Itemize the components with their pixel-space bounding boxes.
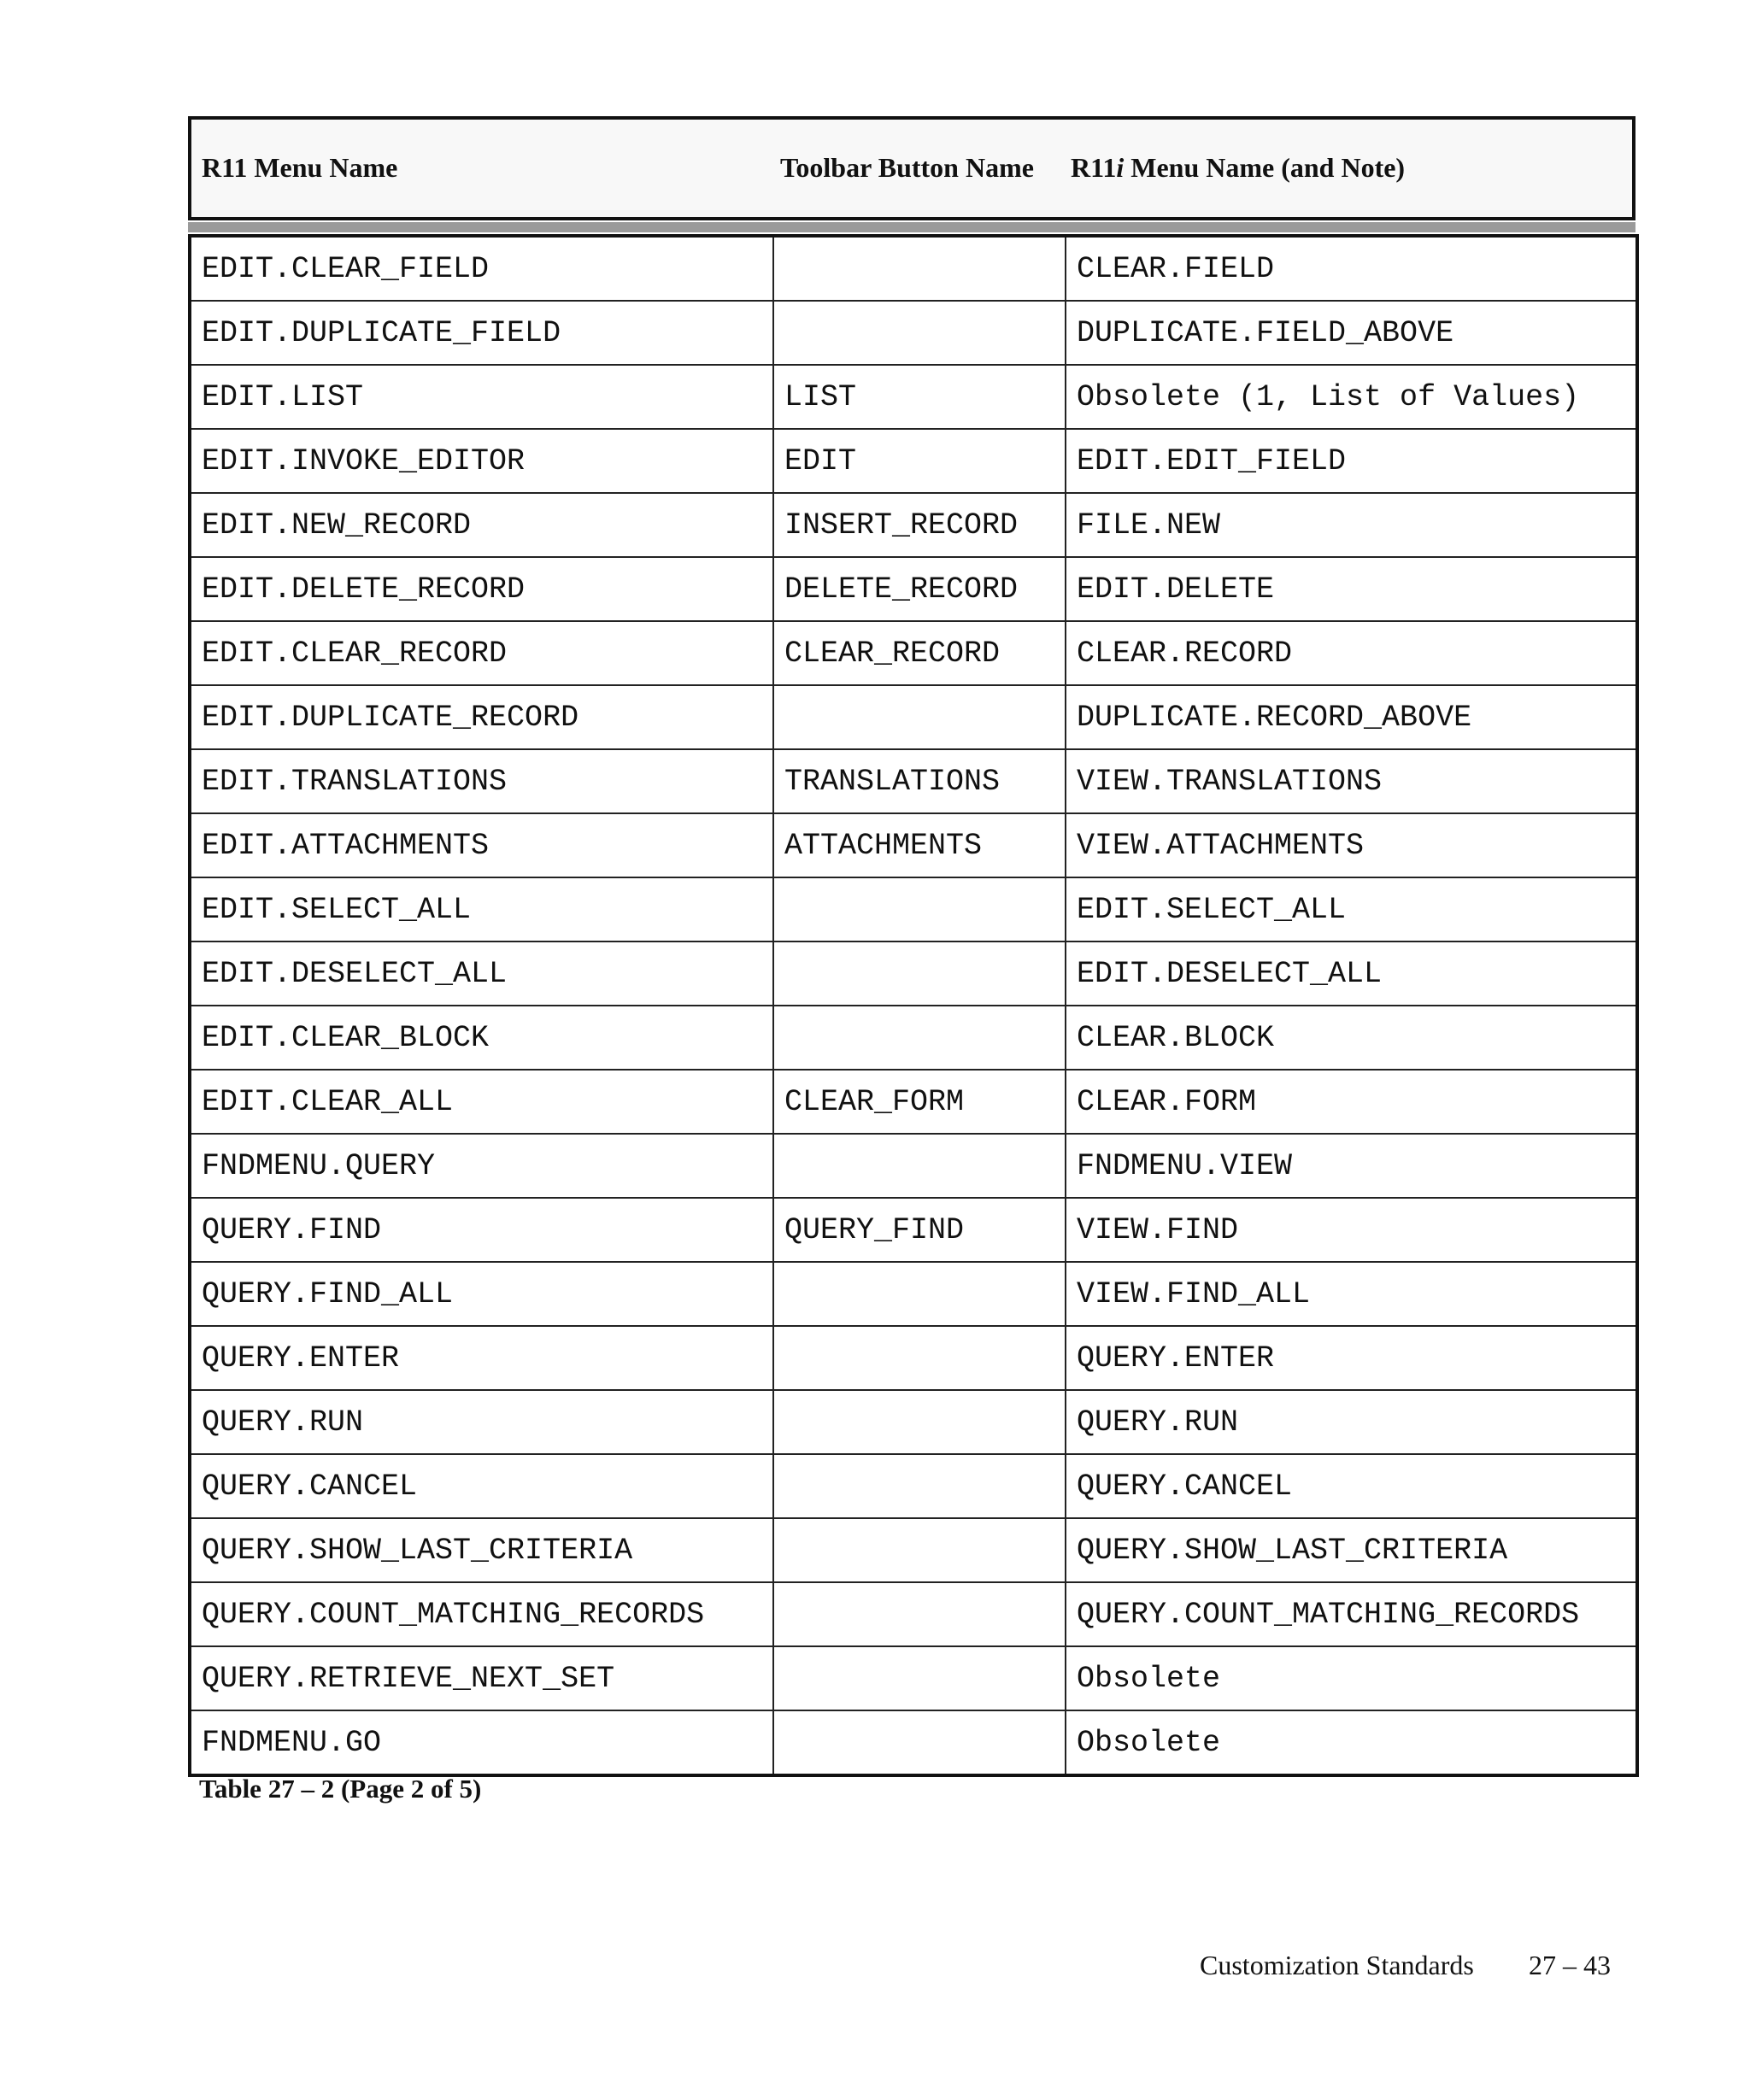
table-header: [188, 116, 1635, 220]
cell-toolbar-button-name: QUERY_FIND: [773, 1198, 1066, 1262]
table-row: [190, 1518, 1637, 1582]
table-row: [190, 621, 1637, 685]
cell-toolbar-button-name: CLEAR_FORM: [773, 1070, 1066, 1134]
cell-r11i-menu-name: Obsolete: [1066, 1646, 1637, 1710]
cell-toolbar-button-name: [773, 685, 1066, 749]
table-row: [190, 1326, 1637, 1390]
cell-toolbar-button-name: [773, 1454, 1066, 1518]
table-row: [190, 301, 1637, 365]
cell-r11-menu-name: EDIT.SELECT_ALL: [190, 877, 773, 941]
cell-r11-menu-name: EDIT.DUPLICATE_RECORD: [190, 685, 773, 749]
table-row: [190, 1198, 1637, 1262]
header-toolbar-button-name: Toolbar Button Name: [780, 152, 1034, 183]
cell-r11i-menu-name: QUERY.RUN: [1066, 1390, 1637, 1454]
table-row: [190, 1134, 1637, 1198]
cell-toolbar-button-name: [773, 1582, 1066, 1646]
cell-r11-menu-name: EDIT.DUPLICATE_FIELD: [190, 301, 773, 365]
cell-r11i-menu-name: CLEAR.BLOCK: [1066, 1006, 1637, 1070]
table-row: [190, 749, 1637, 813]
table-row: [190, 236, 1637, 301]
cell-r11-menu-name: EDIT.DESELECT_ALL: [190, 941, 773, 1006]
cell-toolbar-button-name: [773, 236, 1066, 301]
cell-r11-menu-name: EDIT.TRANSLATIONS: [190, 749, 773, 813]
table-row: [190, 1262, 1637, 1326]
cell-r11i-menu-name: QUERY.SHOW_LAST_CRITERIA: [1066, 1518, 1637, 1582]
cell-r11i-menu-name: QUERY.COUNT_MATCHING_RECORDS: [1066, 1582, 1637, 1646]
cell-toolbar-button-name: [773, 941, 1066, 1006]
cell-toolbar-button-name: LIST: [773, 365, 1066, 429]
cell-r11-menu-name: EDIT.ATTACHMENTS: [190, 813, 773, 877]
cell-r11-menu-name: QUERY.RUN: [190, 1390, 773, 1454]
cell-toolbar-button-name: CLEAR_RECORD: [773, 621, 1066, 685]
cell-toolbar-button-name: [773, 1518, 1066, 1582]
cell-r11-menu-name: EDIT.NEW_RECORD: [190, 493, 773, 557]
cell-r11i-menu-name: CLEAR.FORM: [1066, 1070, 1637, 1134]
cell-r11i-menu-name: QUERY.CANCEL: [1066, 1454, 1637, 1518]
table-row: [190, 429, 1637, 493]
cell-toolbar-button-name: [773, 1326, 1066, 1390]
cell-r11i-menu-name: Obsolete (1, List of Values): [1066, 365, 1637, 429]
cell-r11i-menu-name: FILE.NEW: [1066, 493, 1637, 557]
table-row: [190, 1646, 1637, 1710]
table-row: [190, 1582, 1637, 1646]
table-row: [190, 941, 1637, 1006]
cell-r11i-menu-name: DUPLICATE.FIELD_ABOVE: [1066, 301, 1637, 365]
cell-toolbar-button-name: DELETE_RECORD: [773, 557, 1066, 621]
cell-r11-menu-name: EDIT.CLEAR_BLOCK: [190, 1006, 773, 1070]
cell-r11i-menu-name: VIEW.FIND: [1066, 1198, 1637, 1262]
cell-r11i-menu-name: VIEW.FIND_ALL: [1066, 1262, 1637, 1326]
table-row: [190, 365, 1637, 429]
table-row: [190, 1006, 1637, 1070]
cell-r11-menu-name: QUERY.FIND_ALL: [190, 1262, 773, 1326]
header-r11i-menu-name: R11i Menu Name (and Note): [1071, 152, 1406, 183]
table-row: [190, 493, 1637, 557]
cell-toolbar-button-name: [773, 1006, 1066, 1070]
cell-toolbar-button-name: [773, 1134, 1066, 1198]
cell-r11i-menu-name: QUERY.ENTER: [1066, 1326, 1637, 1390]
table-row: [190, 877, 1637, 941]
cell-r11-menu-name: EDIT.INVOKE_EDITOR: [190, 429, 773, 493]
cell-r11-menu-name: QUERY.COUNT_MATCHING_RECORDS: [190, 1582, 773, 1646]
table-row: [190, 685, 1637, 749]
cell-r11-menu-name: FNDMENU.GO: [190, 1710, 773, 1775]
cell-r11i-menu-name: FNDMENU.VIEW: [1066, 1134, 1637, 1198]
cell-toolbar-button-name: [773, 1262, 1066, 1326]
cell-toolbar-button-name: ATTACHMENTS: [773, 813, 1066, 877]
cell-r11i-menu-name: DUPLICATE.RECORD_ABOVE: [1066, 685, 1637, 749]
table-row: [190, 1454, 1637, 1518]
cell-r11i-menu-name: Obsolete: [1066, 1710, 1637, 1775]
cell-r11-menu-name: QUERY.CANCEL: [190, 1454, 773, 1518]
cell-toolbar-button-name: EDIT: [773, 429, 1066, 493]
cell-r11-menu-name: EDIT.CLEAR_ALL: [190, 1070, 773, 1134]
cell-r11i-menu-name: CLEAR.RECORD: [1066, 621, 1637, 685]
cell-toolbar-button-name: [773, 1646, 1066, 1710]
cell-r11i-menu-name: VIEW.ATTACHMENTS: [1066, 813, 1637, 877]
table-row: [190, 1710, 1637, 1775]
table-row: [190, 557, 1637, 621]
cell-r11-menu-name: QUERY.RETRIEVE_NEXT_SET: [190, 1646, 773, 1710]
cell-r11i-menu-name: EDIT.SELECT_ALL: [1066, 877, 1637, 941]
cell-r11i-menu-name: VIEW.TRANSLATIONS: [1066, 749, 1637, 813]
table-row: [190, 1070, 1637, 1134]
cell-toolbar-button-name: INSERT_RECORD: [773, 493, 1066, 557]
table-caption: Table 27 – 2 (Page 2 of 5): [199, 1774, 482, 1804]
header-r11-menu-name: R11 Menu Name: [202, 152, 398, 183]
cell-r11-menu-name: EDIT.CLEAR_FIELD: [190, 236, 773, 301]
cell-r11-menu-name: FNDMENU.QUERY: [190, 1134, 773, 1198]
cell-toolbar-button-name: [773, 877, 1066, 941]
cell-r11-menu-name: EDIT.CLEAR_RECORD: [190, 621, 773, 685]
table-row: [190, 1390, 1637, 1454]
cell-r11-menu-name: QUERY.SHOW_LAST_CRITERIA: [190, 1518, 773, 1582]
cell-toolbar-button-name: [773, 1710, 1066, 1775]
cell-r11-menu-name: QUERY.ENTER: [190, 1326, 773, 1390]
header-shadow-divider: [188, 222, 1635, 232]
cell-r11i-menu-name: EDIT.DESELECT_ALL: [1066, 941, 1637, 1006]
cell-r11-menu-name: QUERY.FIND: [190, 1198, 773, 1262]
menu-mapping-table: [188, 234, 1639, 1777]
cell-r11-menu-name: EDIT.LIST: [190, 365, 773, 429]
cell-toolbar-button-name: [773, 1390, 1066, 1454]
cell-r11i-menu-name: CLEAR.FIELD: [1066, 236, 1637, 301]
cell-r11i-menu-name: EDIT.DELETE: [1066, 557, 1637, 621]
cell-toolbar-button-name: TRANSLATIONS: [773, 749, 1066, 813]
cell-r11-menu-name: EDIT.DELETE_RECORD: [190, 557, 773, 621]
footer-section-title: Customization Standards: [1200, 1950, 1474, 1980]
table-row: [190, 813, 1637, 877]
cell-toolbar-button-name: [773, 301, 1066, 365]
cell-r11i-menu-name: EDIT.EDIT_FIELD: [1066, 429, 1637, 493]
footer-page-number: 27 – 43: [1529, 1950, 1611, 1980]
